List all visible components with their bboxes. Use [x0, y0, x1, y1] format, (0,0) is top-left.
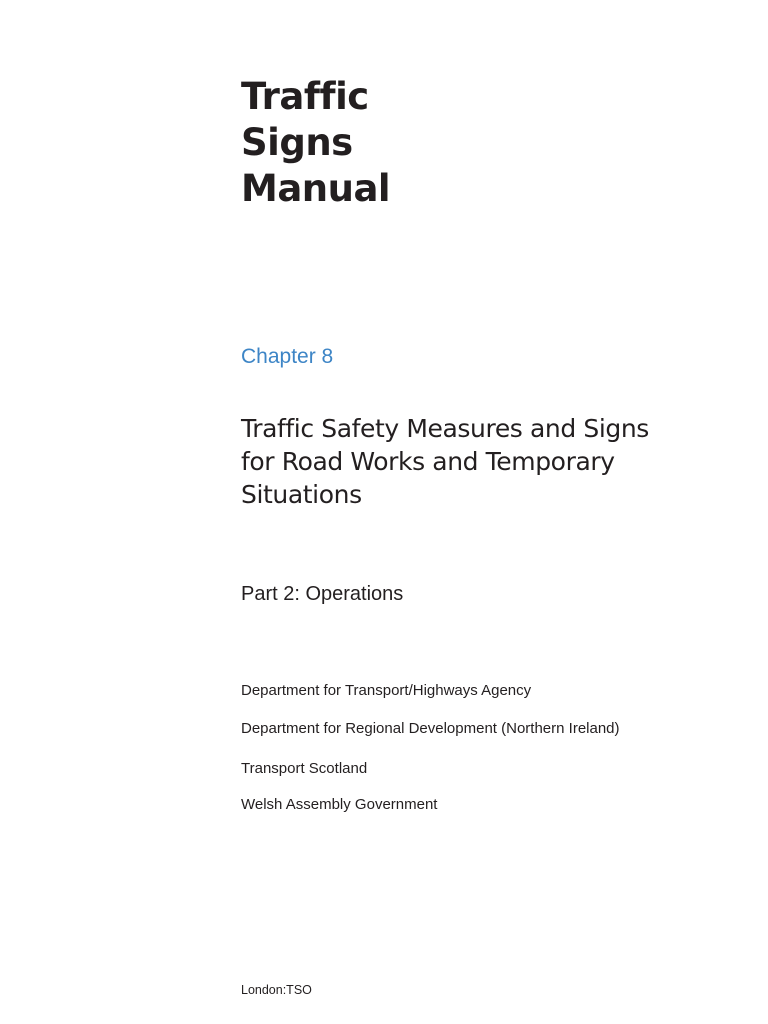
subtitle-line-2: for Road Works and Temporary	[241, 447, 615, 476]
department-item: Transport Scotland	[241, 760, 368, 777]
department-item: Department for Transport/Highways Agency	[241, 682, 532, 699]
subtitle-line-3: Situations	[241, 480, 362, 509]
part-label: Part 2: Operations	[241, 583, 404, 605]
document-title	[241, 74, 390, 212]
publisher-imprint: London:TSO	[241, 983, 312, 997]
chapter-subtitle	[241, 412, 741, 511]
title-line-2: Signs	[241, 121, 353, 164]
title-line-1: Traffic	[241, 75, 369, 118]
department-item: Welsh Assembly Government	[241, 796, 438, 813]
chapter-label: Chapter 8	[241, 345, 334, 368]
department-item: Department for Regional Development (Northern Ireland)	[241, 720, 620, 737]
title-line-3: Manual	[241, 167, 391, 210]
subtitle-line-1: Traffic Safety Measures and Signs	[241, 414, 649, 443]
